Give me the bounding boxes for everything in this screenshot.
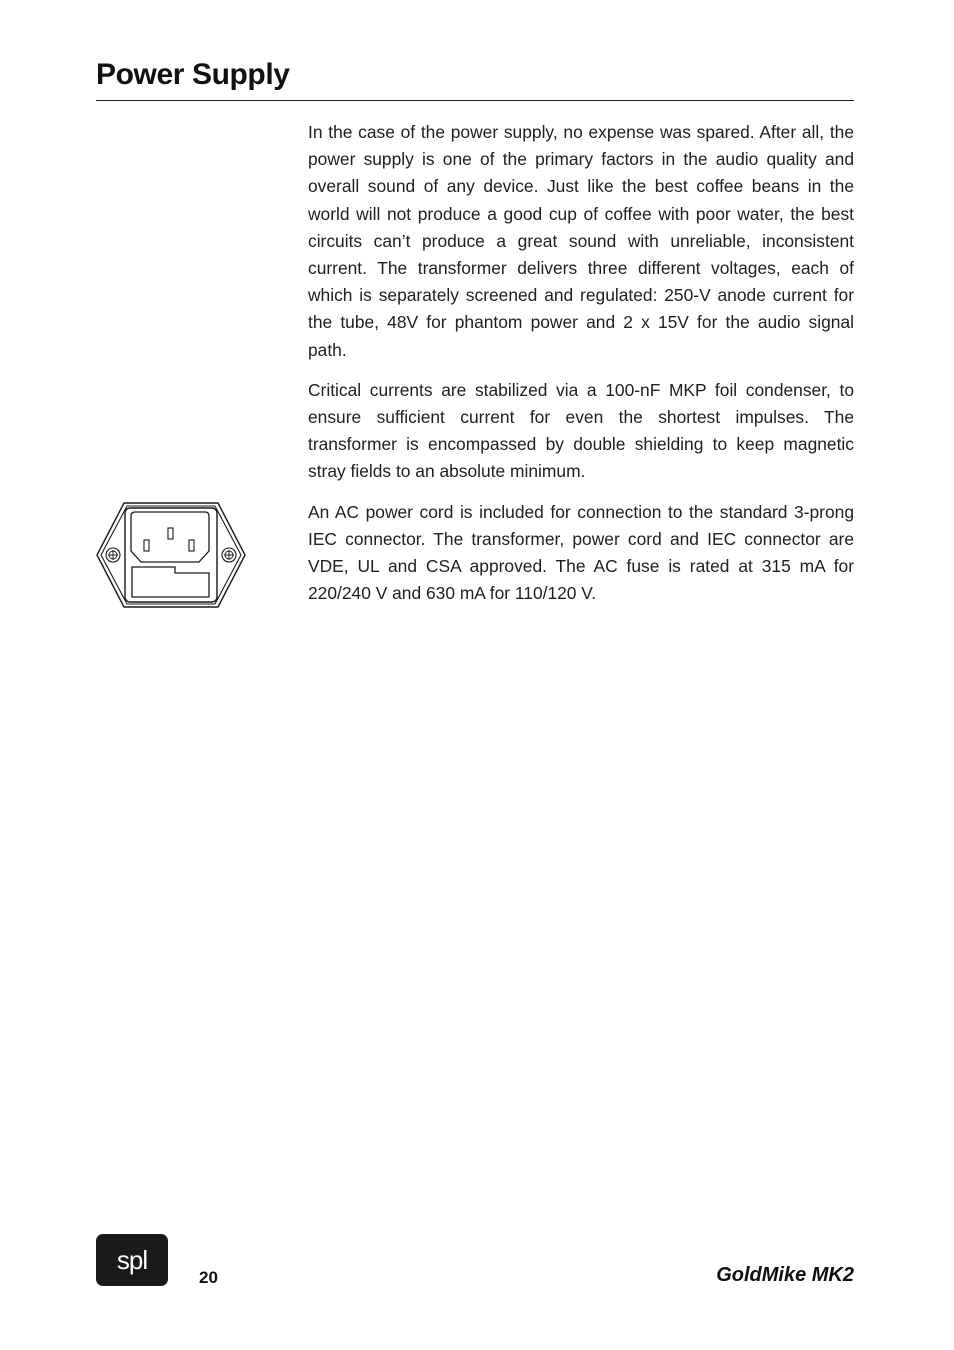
spl-logo: spl [96,1234,168,1286]
page-number: 20 [199,1268,218,1287]
page-title: Power Supply [96,58,290,91]
iec-connector-figure [95,501,247,609]
body-text [308,119,854,620]
paragraph-power-supply: In the case of the power supply, no expense was spared. After all, the power supply is one of the primary factors in the audio quality and overall sound of any device. Just like the best coffee beans in the world will not produce a good cup of coffee with poor water, the best circuits can’t produce a great sound with unreliable, inconsistent current. The transformer delivers three different voltages, each of which is separately screened and regulated: 250-V anode current for the tube, 48V for phantom power and 2 x 15V for the audio signal path. [308,122,854,360]
product-name: GoldMike MK2 [716,1264,854,1286]
paragraph-critical-currents: Critical currents are stabilized via a 100-nF MKP foil condenser, to ensure sufficient current for even the shortest impulses. The transformer is encompassed by double shielding to keep magnetic stray fields to an absolute minimum. [308,379,854,482]
paragraph-ac-power-cord: An AC power cord is included for connection to the standard 3-prong IEC connector. The transformer, power cord and IEC connector are VDE, UL and CSA approved. The AC fuse is rated at 315 mA for 220/240 V and 630 mA for 110/120 V. [308,501,854,604]
title-divider [96,100,854,101]
iec-power-connector-icon [95,501,247,609]
